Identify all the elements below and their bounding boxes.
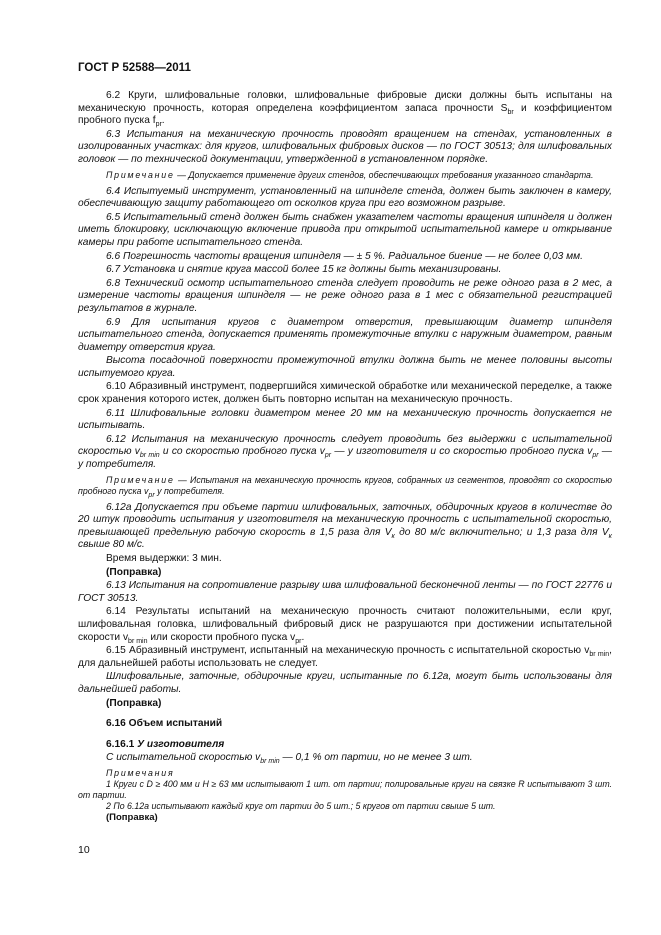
paragraph-6-7: 6.7 Установка и снятие круга массой более 15 кг должны быть механизированы. [106,264,502,276]
subscript: pr [148,491,155,499]
paragraph-6-3: 6.3 Испытания на механическую прочность проводят вращением на стендах, установленных в изолированных участках: для кругов, шлифовальных фибровых дисков — по ГОСТ 30513; для шлифовальных головок — по технической документации, утвержденной в установленном порядке. [78,128,612,165]
paragraph-6-14 [78,606,612,644]
note-text: у потребителя. [154,485,225,496]
note-text: — Испытания на механическую прочность кругов, собранных из сегментов, проводят со скоростью пробного пуска v [78,474,612,496]
notes-3-label [78,768,612,779]
subscript: к [391,532,395,540]
text: и коэффициентом пробного пуска f [78,102,613,127]
document-body [78,90,612,826]
paragraph-6-12a-time: Время выдержки: 3 мин. [106,553,222,564]
note-label: Примечание [106,474,175,485]
note-label: Примечание [106,169,175,180]
amendment-2: (Поправка) [106,697,162,709]
section-6-16-heading: 6.16 Объем испытаний [106,718,223,730]
section-title: У изготовителя [137,738,225,750]
paragraph-6-10: 6.10 Абразивный инструмент, подвергшийся химической обработке или механической переделке, а также срок хранения которого истек, должен быть повторно испытан на механическую прочность. [78,381,612,406]
subscript: br min [589,651,610,659]
text: С испытательной скоростью v [106,752,261,764]
text: до 80 м/с включительно; и 1,3 раза для V [394,526,609,538]
amendment-1: (Поправка) [106,566,162,578]
text: — 0,1 % от партии, но не менее 3 шт. [279,752,473,764]
paragraph-6-15-b: Шлифовальные, заточные, обдирочные круги, испытанные по 6.12а, могут быть использованы для дальнейшей работы. [78,671,612,695]
text: 6.2 Круги, шлифовальные головки, шлифовальные фибровые диски должны быть испытаны на механическую прочность, которая определена коэффициентом запаса прочности S [78,90,612,114]
text: и со скоростью пробного пуска v [159,446,325,458]
text: 6.15 Абразивный инструмент, испытанный на механическую прочность с испытательной скоростью v [106,645,590,657]
subscript: br min [260,758,280,766]
note-text: — Допускается применение других стендов, обеспечивающих требования указанного стандарта. [174,169,594,180]
paragraph-6-9-b: Высота посадочной поверхности промежуточной втулки должна быть не менее половины высоты испытуемого круга. [78,355,612,379]
subscript: br min [139,452,160,460]
paragraph-6-2 [78,90,612,128]
amendment-3: (Поправка) [106,811,158,823]
paragraph-6-9: 6.9 Для испытания кругов с диаметром отверстия, превышающим диаметр шпинделя испытательного стенда, допускается применять промежуточные втулки с наружным диаметром, равным диаметру отверстия круга. [78,316,612,353]
subscript: br min [128,637,148,645]
note-1 [78,170,612,181]
subscript: pr [592,452,599,460]
subscript: pr [324,452,332,460]
paragraph-6-12 [78,434,612,472]
subscript: к [608,532,612,540]
page-number: 10 [78,844,90,856]
paragraph-6-16-1 [78,752,612,765]
text: — у изготовителя и со скоростью пробного пуска v [331,446,593,458]
document-header: ГОСТ Р 52588—2011 [78,62,191,74]
section-number: 6.16.1 [106,738,138,750]
paragraph-6-13: 6.13 Испытания на сопротивление разрыву шва шлифовальной бесконечной ленты — по ГОСТ 22776 и ГОСТ 30513. [78,580,612,604]
text: или скорости пробного пуска v [147,631,296,643]
note-3-2: 2 По 6.12а испытывают каждый круг от партии до 5 шт.; 5 кругов от партии свыше 5 шт. [106,800,496,811]
text: свыше 80 м/с. [78,539,145,551]
paragraph-6-5: 6.5 Испытательный стенд должен быть снабжен указателем частоты вращения шпинделя и должен иметь блокировку, исключающую включение привода при открытой испытательной камере и открывание камеры при работе испытательного стенда. [78,211,612,248]
text: , для дальнейшей работы использовать не следует. [78,645,612,669]
subscript: pr [155,121,162,129]
paragraph-6-11: 6.11 Шлифовальные головки диаметром менее 20 мм на механическую прочность допускается не испытывать. [78,407,612,432]
text: — у потребителя. [78,446,612,471]
note-3-1: 1 Круги с D ≥ 400 мм и H ≥ 63 мм испытывают 1 шт. от партии; полировальные круги на связке R испытывают 3 шт. от партии. [78,778,612,800]
text: . [301,631,305,643]
note-label: Примечания [106,767,175,778]
subscript: pr [295,637,302,645]
text: 6.12 Испытания на механическую прочность следует проводить без выдержки с испытательной скоростью v [78,433,612,458]
paragraph-6-15 [78,645,612,670]
note-2 [78,475,612,497]
paragraph-6-8: 6.8 Технический осмотр испытательного стенда следует проводить не реже одного раза в 2 мес, а измерение частоты вращения шпинделя — не реже одного раза в 1 мес с обязательной регистрацией результатов в журнале. [78,277,612,314]
subscript: br [507,108,514,116]
section-6-16-1-heading [78,739,612,752]
paragraph-6-4: 6.4 Испытуемый инструмент, установленный на шпинделе стенда, должен быть заключен в камеру, обеспечивающую защиту работающего от осколков круга при его возможном разрыве. [78,185,612,210]
text: 6.12а Допускается при объеме партии шлифовальных, заточных, обдирочных кругов в количестве до 20 штук проводить испытания у изготовителя на механическую прочность с испытательной скоростью, превышающей предельную рабочую скорость в 1,5 раза для V [78,501,612,538]
text: . [161,115,165,127]
text: 6.14 Результаты испытаний на механическую прочность считают положительными, если круг, шлифовальная головка, шлифовальный фибровый диск не разрушаются при достижении испытательной скорости v [78,606,612,643]
paragraph-6-12a [78,502,612,552]
paragraph-6-6: 6.6 Погрешность частоты вращения шпинделя — ± 5 %. Радиальное биение — не более 0,03 мм. [106,250,583,262]
